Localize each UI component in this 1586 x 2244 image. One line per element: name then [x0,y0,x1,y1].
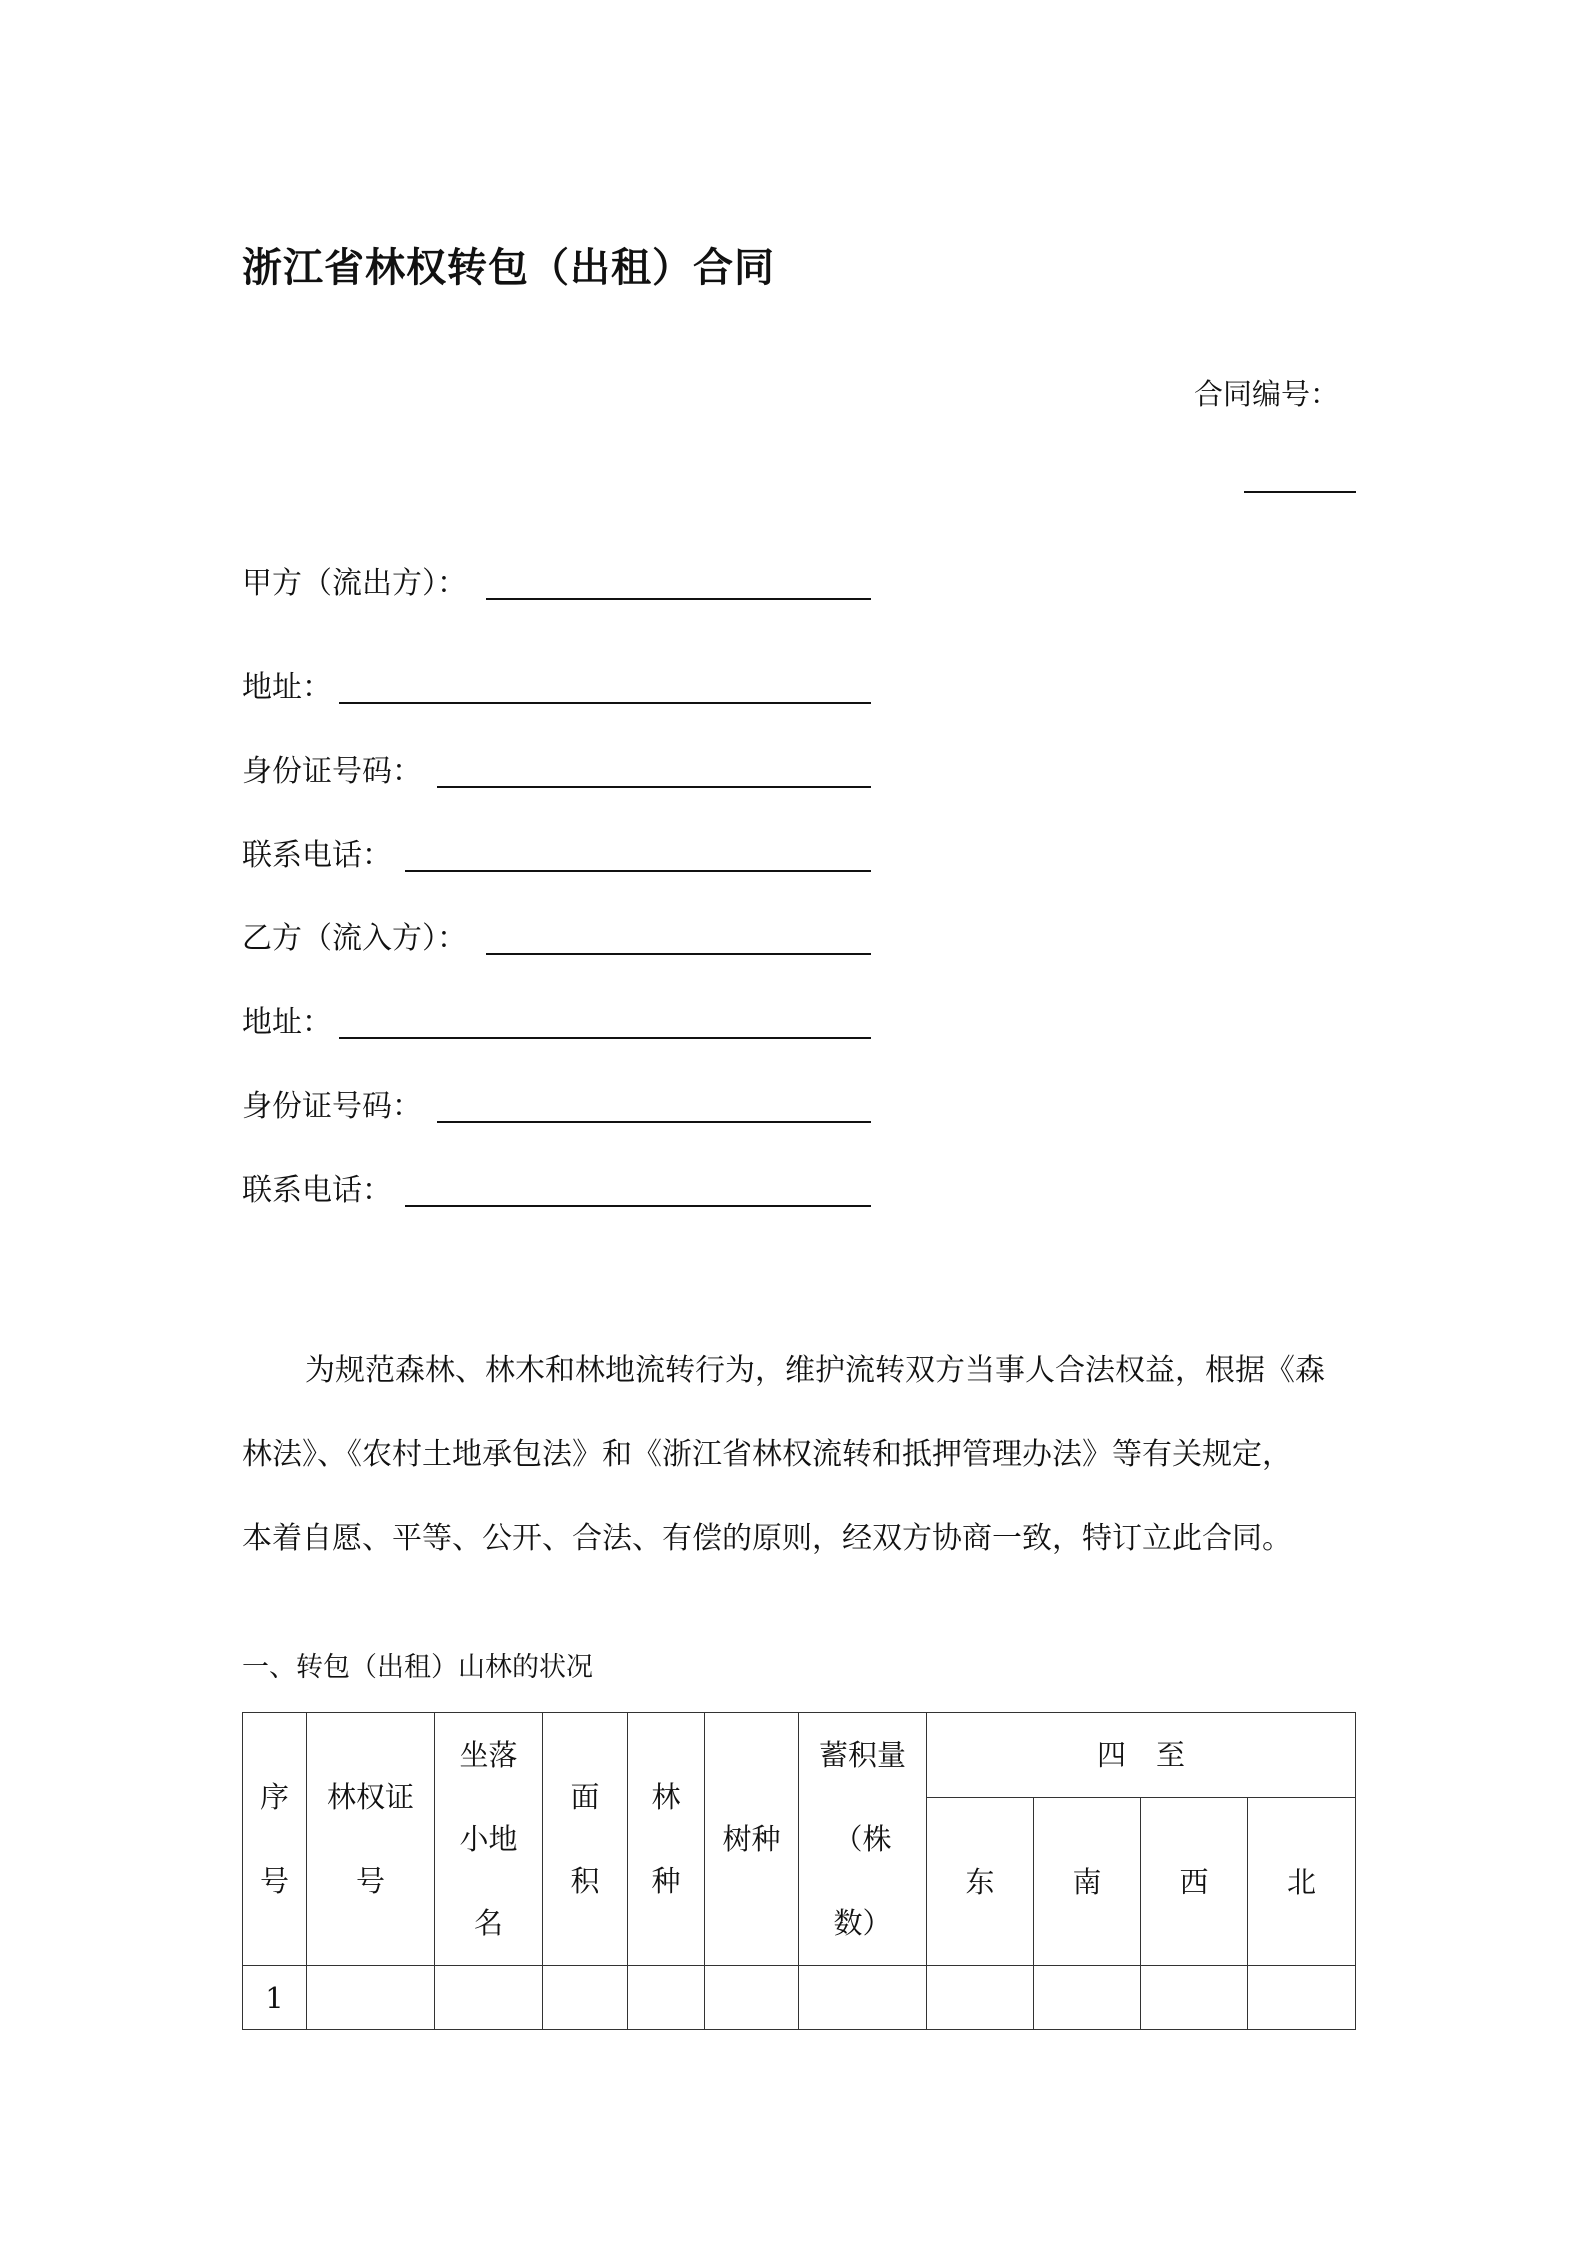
party-b-address-blank[interactable] [339,1037,871,1039]
preamble-paragraph [242,1329,1355,1581]
header-west: 西 [1141,1798,1248,1966]
row-forest-type-cell[interactable] [628,1966,705,2030]
party-b-id-blank[interactable] [437,1121,871,1123]
party-a-label: 甲方（流出方）： [242,566,467,601]
header-east: 东 [927,1798,1034,1966]
row-species-cell[interactable] [705,1966,799,2030]
row-stock-cell[interactable] [799,1966,927,2030]
header-seq: 序 号 [243,1713,307,1966]
section-1-heading: 一、转包（出租）山林的状况 [242,1652,593,1683]
party-a-blank[interactable] [486,598,871,600]
party-b-field [242,913,467,956]
party-a-id-blank[interactable] [437,786,871,788]
header-cert: 林权证 号 [307,1713,435,1966]
table-row [243,1966,1356,2030]
party-a-address-field [242,662,332,705]
party-a-address-label: 地址： [242,670,332,705]
party-b-blank[interactable] [486,953,871,955]
header-area: 面 积 [543,1713,628,1966]
preamble-line-2: 林法》、《农村土地承包法》和《浙江省林权流转和抵押管理办法》等有关规定， [242,1437,1292,1472]
row-cert-cell[interactable] [307,1966,435,2030]
header-south: 南 [1034,1798,1141,1966]
row-east-cell[interactable] [927,1966,1034,2030]
party-a-id-label: 身份证号码： [242,754,422,789]
preamble-line-3: 本着自愿、平等、公开、合法、有偿的原则，经双方协商一致，特订立此合同。 [242,1521,1292,1556]
header-stock: 蓄积量 （株 数） [799,1713,927,1966]
row-area-cell[interactable] [543,1966,628,2030]
preamble-line-1: 为规范森林、林木和林地流转行为，维护流转双方当事人合法权益，根据《森 [305,1353,1325,1388]
party-a-phone-label: 联系电话： [242,838,392,873]
row-west-cell[interactable] [1141,1966,1248,2030]
header-boundaries: 四至 [927,1713,1356,1798]
party-b-phone-field [242,1165,392,1208]
party-a-field [242,558,467,601]
row-south-cell[interactable] [1034,1966,1141,2030]
contract-number-label: 合同编号： [1194,377,1340,411]
party-a-phone-blank[interactable] [405,870,871,872]
party-b-address-label: 地址： [242,1005,332,1040]
row-north-cell[interactable] [1248,1966,1356,2030]
header-forest-type: 林 种 [628,1713,705,1966]
party-b-label: 乙方（流入方）： [242,921,467,956]
party-b-id-label: 身份证号码： [242,1089,422,1124]
row-seq: 1 [243,1966,307,2030]
contract-number-blank[interactable] [1244,491,1356,493]
party-a-address-blank[interactable] [339,702,871,704]
party-b-address-field [242,997,332,1040]
forest-status-table [242,1712,1356,2030]
party-a-phone-field [242,830,392,873]
party-b-id-field [242,1081,422,1124]
party-a-id-field [242,746,422,789]
row-location-cell[interactable] [435,1966,543,2030]
party-b-phone-label: 联系电话： [242,1173,392,1208]
document-title: 浙江省林权转包（出租）合同 [242,245,775,291]
header-location: 坐落 小地 名 [435,1713,543,1966]
header-species: 树种 [705,1713,799,1966]
header-north: 北 [1248,1798,1356,1966]
party-b-phone-blank[interactable] [405,1205,871,1207]
